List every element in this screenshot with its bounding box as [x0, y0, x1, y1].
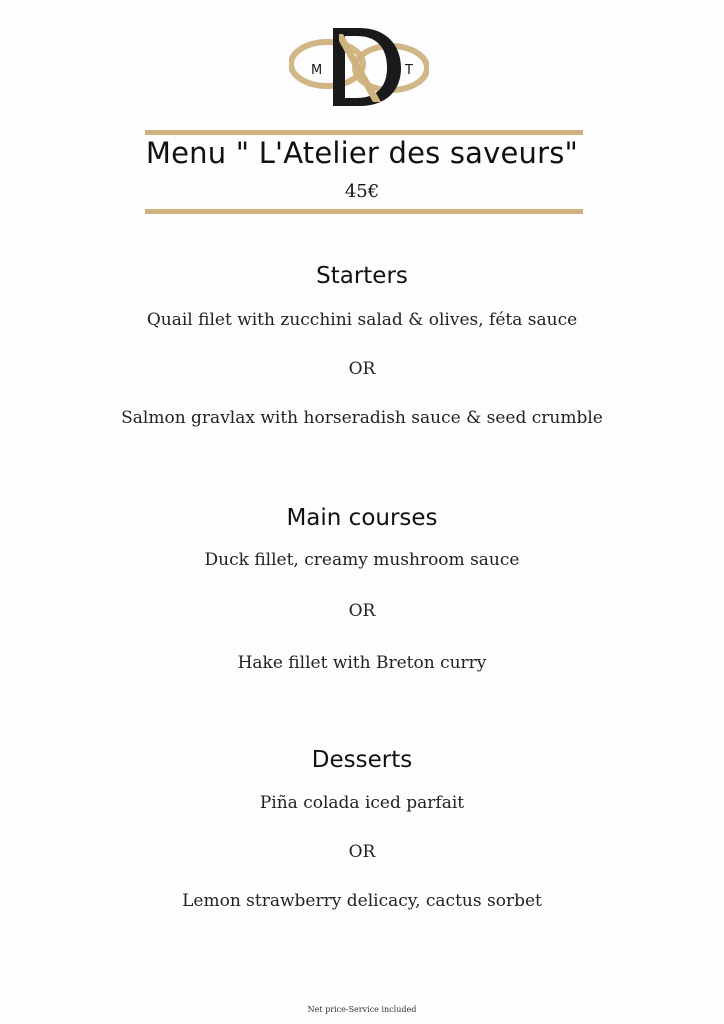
starter-or: OR	[348, 359, 376, 379]
mains-heading: Main courses	[286, 505, 438, 531]
footer-note: Net price-Service included	[307, 1005, 417, 1014]
main-or: OR	[348, 601, 376, 621]
main-option-1: Duck fillet, creamy mushroom sauce	[204, 550, 520, 570]
desserts-heading: Desserts	[311, 747, 413, 773]
logo-letter-t: T	[405, 63, 413, 78]
menu-title: Menu " L'Atelier des saveurs"	[145, 136, 579, 170]
main-option-2: Hake fillet with Breton curry	[237, 653, 487, 673]
bottom-divider	[145, 209, 583, 214]
starter-option-1: Quail filet with zucchini salad & olives, féta sauce	[146, 310, 578, 330]
dessert-or: OR	[348, 842, 376, 862]
top-divider	[145, 130, 583, 135]
starter-option-2: Salmon gravlax with horseradish sauce & seed crumble	[121, 408, 603, 428]
restaurant-logo	[289, 24, 429, 110]
menu-price: 45€	[344, 181, 380, 202]
dessert-option-2: Lemon strawberry delicacy, cactus sorbet	[182, 891, 542, 911]
starters-heading: Starters	[316, 263, 408, 289]
logo-letter-m: M	[311, 63, 323, 78]
dessert-option-1: Piña colada iced parfait	[259, 793, 465, 813]
